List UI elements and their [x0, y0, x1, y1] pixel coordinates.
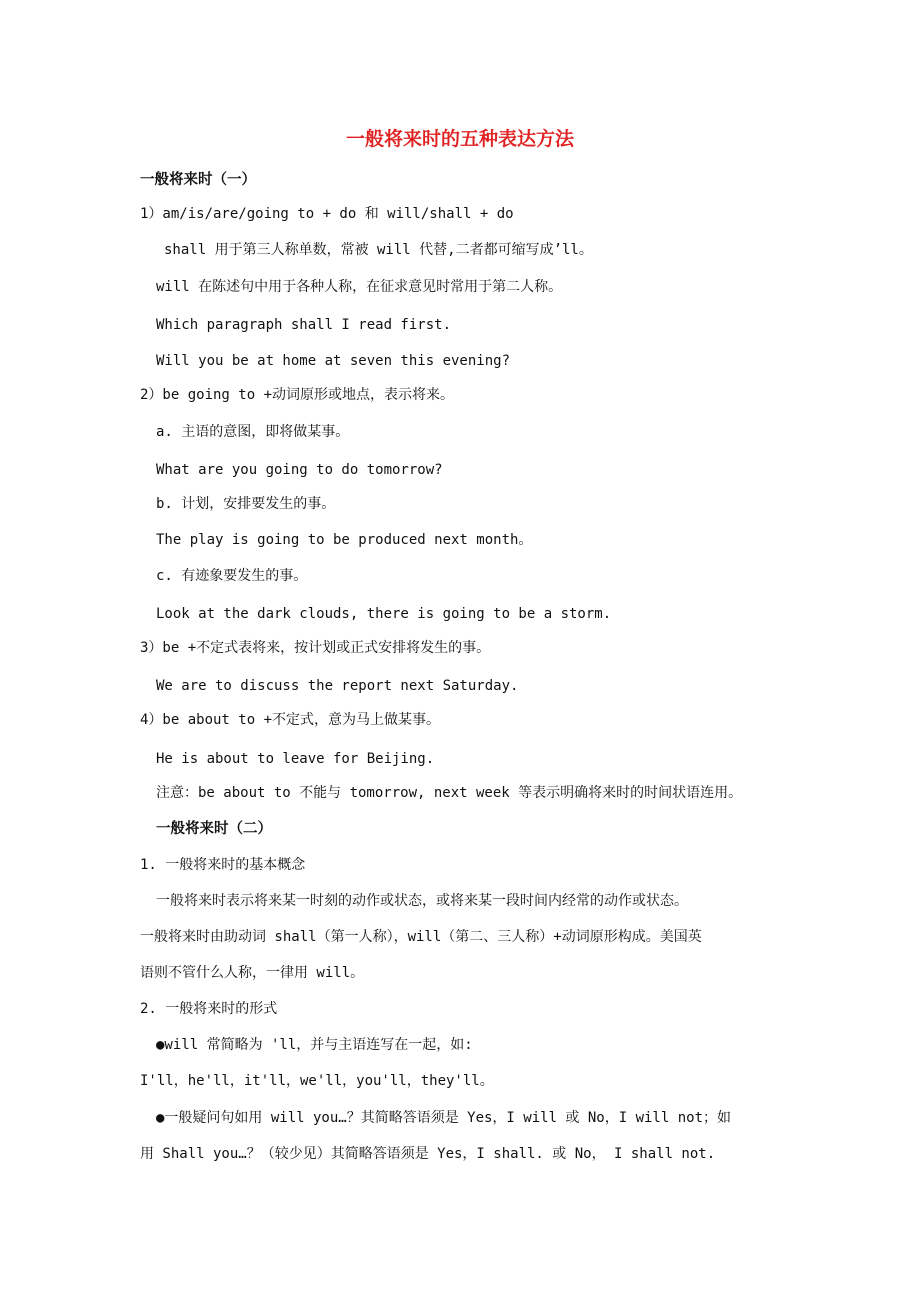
paragraph-text: 用 Shall you…？（较少见）其简略答语须是 Yes，I shall. 或 No， I shall not. — [140, 1146, 716, 1162]
bullet-item: ●will 常简略为 'll，并与主语连写在一起，如: — [156, 1037, 473, 1053]
paragraph-text: shall 用于第三人称单数，常被 will 代替,二者都可缩写成’ll。 — [164, 242, 593, 258]
item-1-heading: 1）am/is/are/going to + do 和 will/shall + do — [140, 206, 514, 222]
example-sentence: Which paragraph shall I read first. — [156, 317, 452, 333]
item-2-heading: 2）be going to +动词原形或地点，表示将来。 — [140, 387, 455, 403]
example-sentence: He is about to leave for Beijing. — [156, 751, 435, 767]
paragraph-text: 一般将来时由助动词 shall（第一人称），will（第二、三人称）+动词原形构成。美国英 — [140, 929, 702, 945]
note-text: 注意：be about to 不能与 tomorrow, next week 等表示明确将来时的时间状语连用。 — [156, 785, 743, 801]
example-sentence: Will you be at home at seven this evening? — [156, 353, 511, 369]
numbered-heading: 2. 一般将来时的形式 — [140, 1001, 278, 1017]
paragraph-text: will 在陈述句中用于各种人称，在征求意见时常用于第二人称。 — [156, 279, 563, 295]
sub-item-b: b. 计划，安排要发生的事。 — [156, 496, 336, 512]
example-sentence: We are to discuss the report next Saturday. — [156, 678, 519, 694]
example-sentence: The play is going to be produced next month。 — [156, 532, 533, 548]
sub-item-a: a. 主语的意图，即将做某事。 — [156, 424, 350, 440]
section-heading-1: 一般将来时（一） — [140, 172, 256, 188]
section-heading-2: 一般将来时（二） — [156, 821, 272, 837]
page-title: 一般将来时的五种表达方法 — [345, 128, 574, 150]
sub-item-c: c. 有迹象要发生的事。 — [156, 568, 308, 584]
numbered-heading: 1. 一般将来时的基本概念 — [140, 857, 306, 873]
item-4-heading: 4）be about to +不定式，意为马上做某事。 — [140, 712, 441, 728]
example-sentence: What are you going to do tomorrow? — [156, 462, 443, 478]
example-sentence: Look at the dark clouds, there is going to be a storm. — [156, 606, 612, 622]
paragraph-text: 一般将来时表示将来某一时刻的动作或状态，或将来某一段时间内经常的动作或状态。 — [156, 893, 688, 909]
example-sentence: I'll，he'll，it'll，we'll，you'll，they'll。 — [140, 1073, 494, 1089]
bullet-item: ●一般疑问句如用 will you…？其简略答语须是 Yes，I will 或 No，I will not；如 — [156, 1110, 732, 1126]
paragraph-text: 语则不管什么人称，一律用 will。 — [140, 965, 365, 981]
item-3-heading: 3）be +不定式表将来，按计划或正式安排将发生的事。 — [140, 640, 491, 656]
